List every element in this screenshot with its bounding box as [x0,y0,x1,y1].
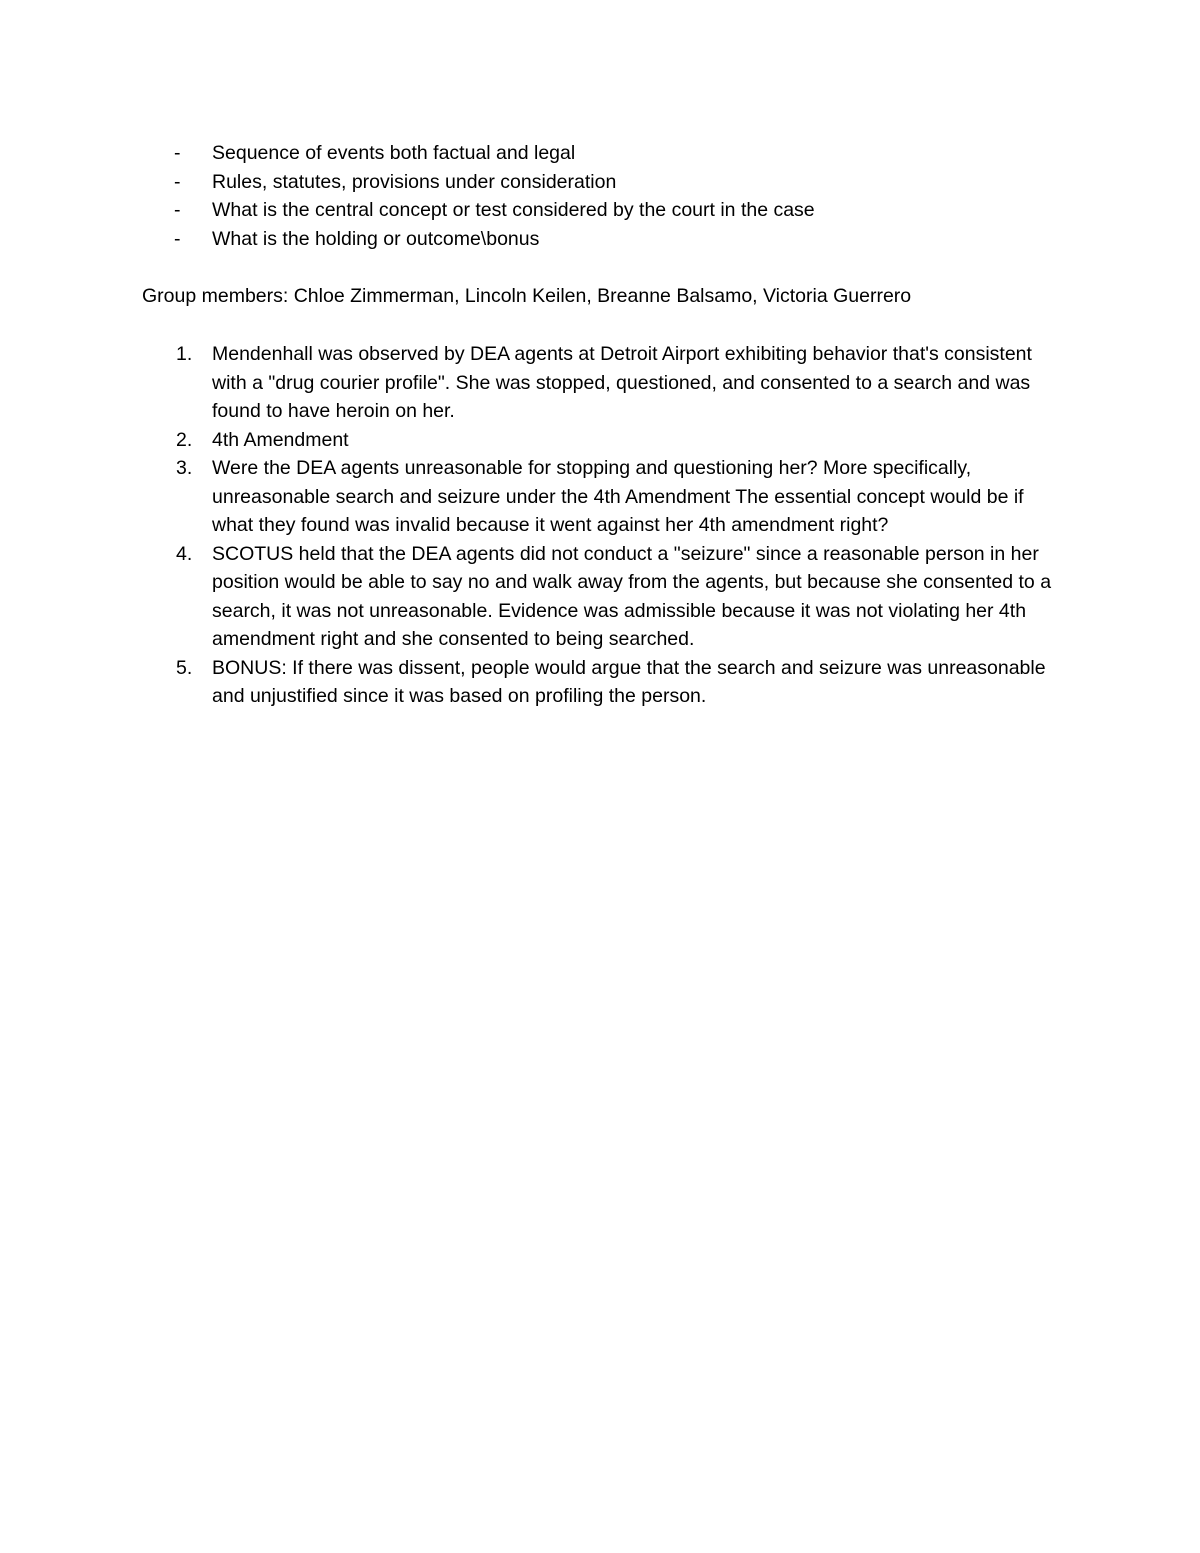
list-item [0,340,1062,426]
answers-list [0,340,1200,711]
list-item [0,654,1062,711]
list-item [0,168,1200,197]
questions-list [0,139,1200,253]
list-item-text: 4th Amendment [212,428,349,451]
dash-marker: - [174,170,181,193]
list-item [0,225,1200,254]
list-number: 4. [176,542,193,565]
list-item [0,426,1062,455]
list-item-text: BONUS: If there was dissent, people would argue that the search and seizure was unreasonable and unjustified since it was based on profiling the person. [212,656,1046,707]
list-number: 3. [176,457,193,479]
dash-marker: - [174,227,181,250]
list-item [0,139,1200,168]
list-item [0,196,1200,225]
list-item-text: What is the holding or outcome\bonus [212,227,540,250]
list-number: 2. [176,428,193,451]
list-item-text: SCOTUS held that the DEA agents did not conduct a "seizure" since a reasonable person in her position would be able to say no and walk away from the agents, but because she consented to a search, it was not unreasonable. Evidence was admissible because it was not violating her 4th amendment right and she consented to being searched. [212,542,1052,650]
dash-marker: - [174,199,181,221]
list-item-text: Rules, statutes, provisions under consideration [212,170,617,193]
list-item [0,454,1062,540]
list-item-text: Mendenhall was observed by DEA agents at Detroit Airport exhibiting behavior that's consistent with a "drug courier profile". She was stopped, questioned, and consented to a search and was found to have heroin on her. [212,343,1032,422]
list-item-text: Were the DEA agents unreasonable for stopping and questioning her? More specifically, unreasonable search and seizure under the 4th Amendment The essential concept would be if what they found was invalid because it went against her 4th amendment right? [212,457,1024,536]
list-number: 5. [176,656,193,679]
group-members: Group members: Chloe Zimmerman, Lincoln Keilen, Breanne Balsamo, Victoria Guerrero [142,285,912,307]
dash-marker: - [174,142,181,164]
list-item-text: What is the central concept or test considered by the court in the case [212,199,815,221]
list-number: 1. [176,343,193,365]
list-item-text: Sequence of events both factual and legal [212,142,576,164]
list-item [0,540,1062,654]
